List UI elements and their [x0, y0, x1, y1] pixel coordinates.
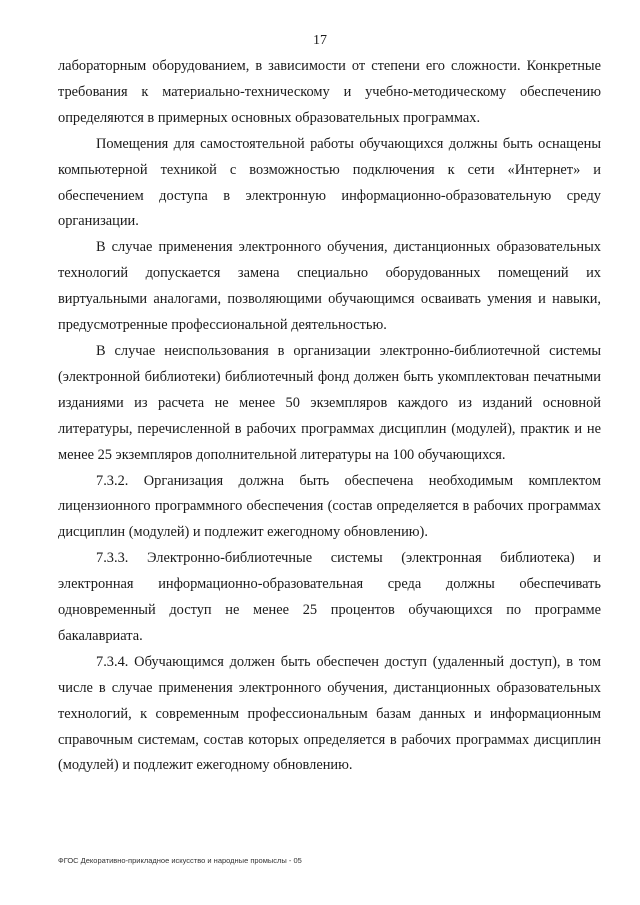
paragraph-7-3-2: 7.3.2. Организация должна быть обеспечена необходимым комплектом лицензионного программного обеспечения (состав определяется в рабочих программах дисциплин (модулей) и подлежит ежегодному обновлению). — [58, 472, 601, 541]
page-number: 17 — [313, 33, 327, 48]
document-body — [58, 54, 601, 779]
paragraph-e-learning: В случае применения электронного обучения, дистанционных образовательных технологий допускается замена специально оборудованных помещений их виртуальными аналогами, позволяющими обучающимся осваивать умения и навыки, предусмотренные профессиональной деятельностью. — [58, 239, 601, 334]
page-footer: ФГОС Декоративно-прикладное искусство и народные промыслы - 05 — [58, 856, 302, 865]
paragraph-7-3-4: 7.3.4. Обучающимся должен быть обеспечен доступ (удаленный доступ), в том числе в случае применения электронного обучения, дистанционных образовательных технологий, к современным профессиональным базам данных и информационным справочным системам, состав которых определяется в рабочих программах дисциплин (модулей) и подлежит ежегодному обновлению. — [58, 653, 601, 774]
paragraph-library-fund: В случае неиспользования в организации электронно-библиотечной системы (электронной библиотеки) библиотечный фонд должен быть укомплектован печатными изданиями из расчета не менее 50 экземпляров каждого из изданий основной литературы, перечисленной в рабочих программах дисциплин (модулей), практик и не менее 25 экземпляров дополнительной литературы на 100 обучающихся. — [58, 342, 601, 463]
paragraph-continuation: лабораторным оборудованием, в зависимости от степени его сложности. Конкретные требования к материально-техническому и учебно-методическому обеспечению определяются в примерных основных образовательных программах. — [58, 58, 601, 126]
paragraph-7-3-3: 7.3.3. Электронно-библиотечные системы (электронная библиотека) и электронная информационно-образовательная среда должны обеспечивать одновременный доступ не менее 25 процентов обучающихся по программе бакалавриата. — [58, 550, 601, 644]
paragraph-self-study-rooms: Помещения для самостоятельной работы обучающихся должны быть оснащены компьютерной техникой с возможностью подключения к сети «Интернет» и обеспечением доступа в электронную информационно-образовательную среду организации. — [58, 135, 601, 230]
